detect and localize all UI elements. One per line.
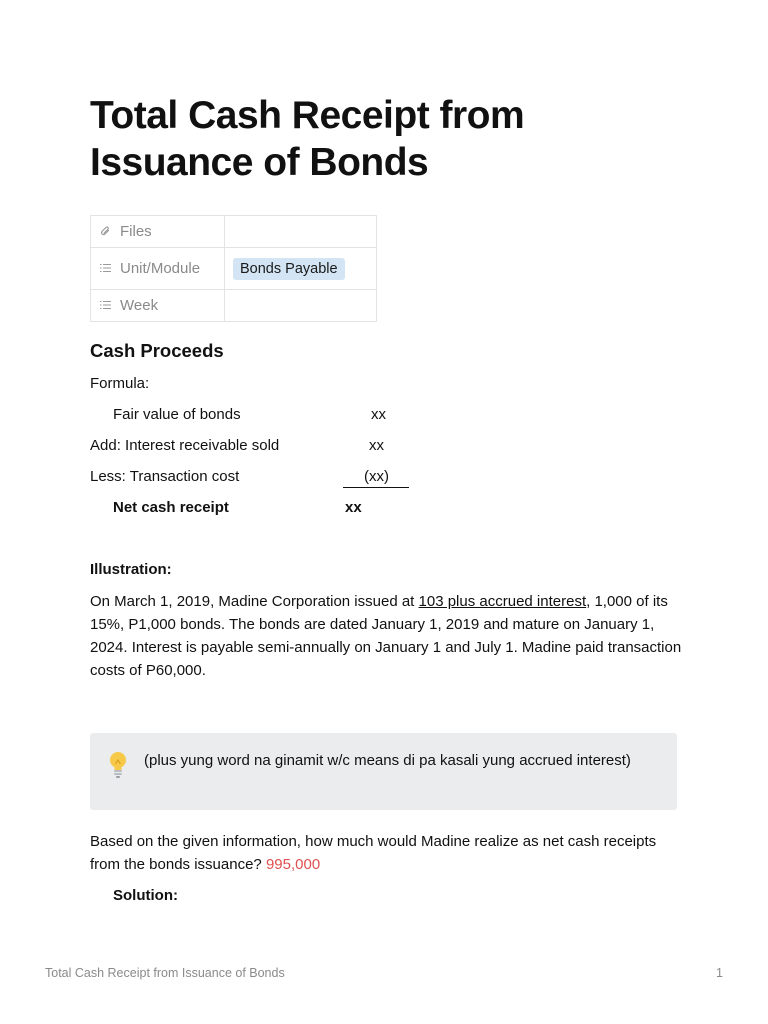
property-row-week	[91, 290, 377, 322]
callout-box	[90, 733, 677, 810]
answer-value: 995,000	[265, 856, 321, 873]
formula-line-label: Fair value of bonds	[113, 406, 241, 423]
formula-total-label: Net cash receipt	[113, 499, 229, 516]
page-title: Total Cash Receipt from Issuance of Bonds	[90, 94, 525, 184]
properties-table	[90, 215, 377, 322]
formula-line-amount: xx	[371, 406, 386, 423]
property-value[interactable]	[225, 248, 377, 290]
property-row-unit-module	[91, 248, 377, 290]
formula-total-amount: xx	[345, 499, 362, 516]
question-paragraph: Based on the given information, how much would Madine realize as net cash receipts from the bonds issuance? 995,000	[90, 833, 657, 873]
formula-line-amount: xx	[369, 437, 384, 454]
callout-text: (plus yung word na ginamit w/c means di pa kasali yung accrued interest)	[144, 752, 631, 769]
property-value[interactable]	[225, 216, 377, 248]
property-value[interactable]	[225, 290, 377, 322]
paperclip-icon	[100, 225, 114, 240]
property-row-files	[91, 216, 377, 248]
footer-title: Total Cash Receipt from Issuance of Bonds	[45, 966, 285, 980]
formula-line-label: Add: Interest receivable sold	[90, 437, 280, 454]
property-label: Week	[120, 297, 159, 314]
unit-tag[interactable]: Bonds Payable	[233, 258, 345, 280]
illustration-heading: Illustration:	[90, 561, 172, 578]
property-label: Unit/Module	[120, 260, 201, 277]
formula-label: Formula:	[90, 375, 150, 392]
property-label: Files	[120, 223, 152, 240]
formula-line-label: Less: Transaction cost	[90, 468, 240, 485]
formula-line-amount: (xx)	[364, 468, 389, 485]
solution-label: Solution:	[113, 887, 178, 904]
lightbulb-icon	[108, 751, 128, 779]
list-icon	[100, 263, 114, 276]
underlined-phrase: 103 plus accrued interest	[418, 593, 587, 610]
subtotal-rule	[343, 487, 409, 488]
section-heading-cash-proceeds: Cash Proceeds	[90, 340, 224, 361]
list-icon	[100, 300, 114, 313]
illustration-paragraph: On March 1, 2019, Madine Corporation issued at 103 plus accrued interest, 1,000 of its 15%, P1,000 bonds. The bonds are dated January 1, 2019 and mature on January 1, 2024. Interest is payable semi-annually on January 1 and July 1. Madine paid transaction costs of P60,000.	[90, 593, 682, 679]
page-number: 1	[716, 966, 723, 980]
